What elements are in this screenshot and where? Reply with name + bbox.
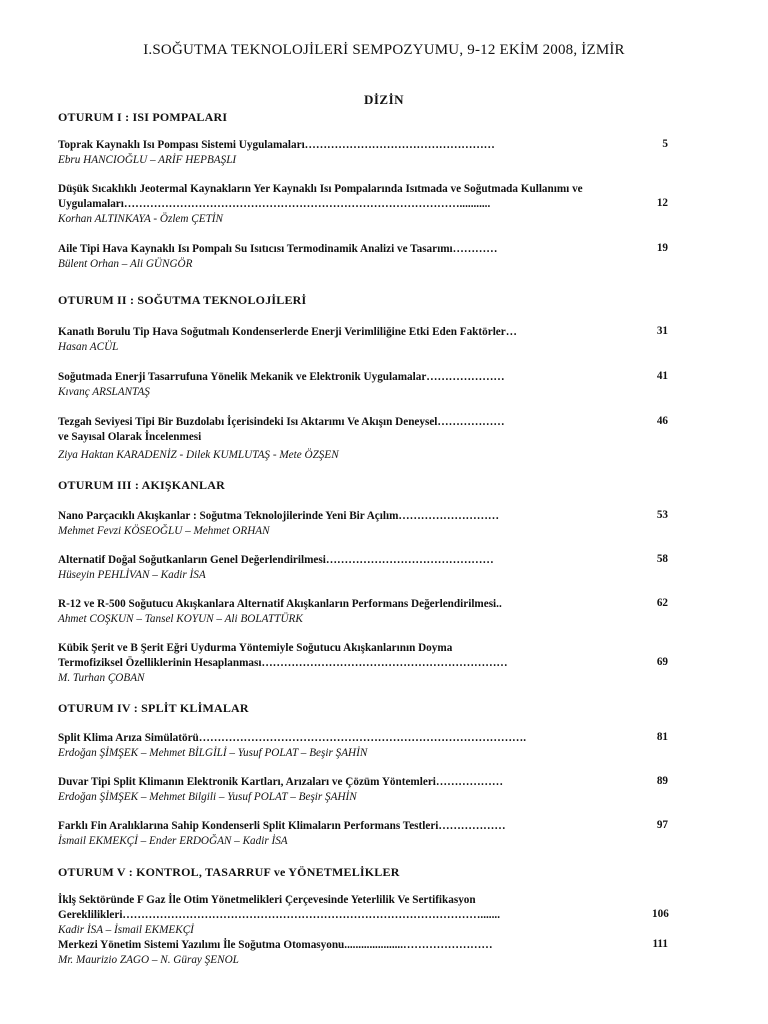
entry-authors: Kadir İSA – İsmail EKMEKÇİ xyxy=(58,924,194,936)
entry-authors: Erdoğan ŞİMŞEK – Mehmet Bilgili – Yusuf POLAT – Beşir ŞAHİN xyxy=(58,791,357,803)
toc-entry xyxy=(58,138,668,168)
entry-title: Soğutmada Enerji Tasarrufuna Yönelik Mekanik ve Elektronik Uygulamalar………………… xyxy=(58,371,505,383)
entry-page-number: 58 xyxy=(656,553,668,565)
entry-page-number: 5 xyxy=(662,138,668,150)
entry-title-continued: Gereklilikleri……………………………………………………………………………………....... xyxy=(58,909,500,921)
entry-page-number: 19 xyxy=(656,242,668,254)
session-heading-3: OTURUM III : AKIŞKANLAR xyxy=(58,478,225,492)
entry-title-continued: Termofiziksel Özelliklerinin Hesaplanması………………………………………………………… xyxy=(58,657,508,669)
entry-authors: M. Turhan ÇOBAN xyxy=(58,672,145,684)
entry-title: Duvar Tipi Split Klimanın Elektronik Kartları, Arızaları ve Çözüm Yöntemleri……………… xyxy=(58,776,504,788)
toc-entry xyxy=(58,182,668,227)
entry-authors: Bülent Orhan – Ali GÜNGÖR xyxy=(58,258,193,270)
entry-title: Farklı Fin Aralıklarına Sahip Kondenserli Split Klimaların Performans Testleri……………… xyxy=(58,820,506,832)
entry-page-number: 46 xyxy=(656,415,668,427)
entry-page-number: 53 xyxy=(656,509,668,521)
session-heading-2: OTURUM II : SOĞUTMA TEKNOLOJİLERİ xyxy=(58,293,307,307)
entry-authors: İsmail EKMEKÇİ – Ender ERDOĞAN – Kadir İSA xyxy=(58,835,288,847)
document-header: I.SOĞUTMA TEKNOLOJİLERİ SEMPOZYUMU, 9-12 EKİM 2008, İZMİR xyxy=(143,42,625,58)
toc-entry xyxy=(58,242,668,272)
toc-entry xyxy=(58,938,668,968)
entry-title-continued: Uygulamaları………………………………………………………………………………........... xyxy=(58,198,491,210)
toc-entry xyxy=(58,775,668,805)
entry-title: Düşük Sıcaklıklı Jeotermal Kaynakların Yer Kaynaklı Isı Pompalarında Isıtmada ve Soğutmada Kullanımı ve xyxy=(58,183,583,195)
index-title: DİZİN xyxy=(363,92,405,107)
entry-page-number: 97 xyxy=(656,819,668,831)
entry-authors: Ahmet COŞKUN – Tansel KOYUN – Ali BOLATTÜRK xyxy=(58,613,303,625)
session-heading-4: OTURUM IV : SPLİT KLİMALAR xyxy=(58,701,249,715)
entry-authors: Mehmet Fevzi KÖSEOĞLU – Mehmet ORHAN xyxy=(58,525,270,537)
entry-page-number: 12 xyxy=(656,197,668,209)
toc-entry xyxy=(58,553,668,583)
toc-entry xyxy=(58,370,668,400)
entry-authors: Erdoğan ŞİMŞEK – Mehmet BİLGİLİ – Yusuf POLAT – Beşir ŞAHİN xyxy=(58,747,368,759)
entry-authors: Mr. Maurizio ZAGO – N. Güray ŞENOL xyxy=(58,954,239,966)
entry-authors: Kıvanç ARSLANTAŞ xyxy=(58,386,150,398)
entry-authors: Ziya Haktan KARADENİZ - Dilek KUMLUTAŞ - Mete ÖZŞEN xyxy=(58,449,339,461)
entry-page-number: 111 xyxy=(652,938,668,950)
entry-page-number: 106 xyxy=(652,908,669,920)
session-heading-1: OTURUM I : ISI POMPALARI xyxy=(58,110,228,124)
session-heading-5: OTURUM V : KONTROL, TASARRUF ve YÖNETMELİKLER xyxy=(58,865,400,879)
entry-title: Kübik Şerit ve B Şerit Eğri Uydurma Yöntemiyle Soğutucu Akışkanlarının Doyma xyxy=(58,642,453,654)
toc-entry xyxy=(58,731,668,761)
entry-title: Kanatlı Borulu Tip Hava Soğutmalı Kondenserlerde Enerji Verimliliğine Etki Eden Faktörler… xyxy=(58,326,517,338)
entry-title: İklş Sektöründe F Gaz İle Otim Yönetmelikleri Çerçevesinde Yeterlilik Ve Sertifikasyon xyxy=(58,894,476,906)
entry-title-continued: ve Sayısal Olarak İncelenmesi xyxy=(58,431,202,443)
toc-entry xyxy=(58,415,668,463)
entry-page-number: 89 xyxy=(656,775,668,787)
toc-entry xyxy=(58,819,668,849)
entry-authors: Hasan ACÜL xyxy=(58,341,119,353)
toc-entry xyxy=(58,641,668,686)
entry-title: Alternatif Doğal Soğutkanların Genel Değerlendirilmesi……………………………………… xyxy=(58,554,494,566)
entry-authors: Hüseyin PEHLİVAN – Kadir İSA xyxy=(58,569,206,581)
entry-title: Split Klima Arıza Simülatörü……………………………………………………………………………. xyxy=(58,732,527,744)
toc-entry xyxy=(58,597,668,627)
toc-entry xyxy=(58,325,668,355)
entry-title: Toprak Kaynaklı Isı Pompası Sistemi Uygulamaları…………………………………………… xyxy=(58,139,495,151)
entry-title: Nano Parçacıklı Akışkanlar : Soğutma Teknolojilerinde Yeni Bir Açılım……………………… xyxy=(58,510,500,522)
entry-page-number: 62 xyxy=(656,597,668,609)
entry-authors: Ebru HANCIOĞLU – ARİF HEPBAŞLI xyxy=(58,154,237,166)
entry-page-number: 81 xyxy=(656,731,668,743)
toc-entry xyxy=(58,509,668,539)
entry-page-number: 69 xyxy=(656,656,668,668)
entry-title: Aile Tipi Hava Kaynaklı Isı Pompalı Su Isıtıcısı Termodinamik Analizi ve Tasarımı………… xyxy=(58,243,498,255)
entry-title: Merkezi Yönetim Sistemi Yazılımı İle Soğutma Otomasyonu.....................…………………… xyxy=(58,939,493,951)
entry-authors: Korhan ALTINKAYA - Özlem ÇETİN xyxy=(58,213,223,225)
entry-page-number: 31 xyxy=(656,325,668,337)
entry-title: R-12 ve R-500 Soğutucu Akışkanlara Alternatif Akışkanların Performans Değerlendirilmesi.. xyxy=(58,598,502,610)
entry-page-number: 41 xyxy=(656,370,668,382)
toc-entry xyxy=(58,893,668,938)
entry-title: Tezgah Seviyesi Tipi Bir Buzdolabı İçerisindeki Isı Aktarımı Ve Akışın Deneysel……………… xyxy=(58,416,505,428)
